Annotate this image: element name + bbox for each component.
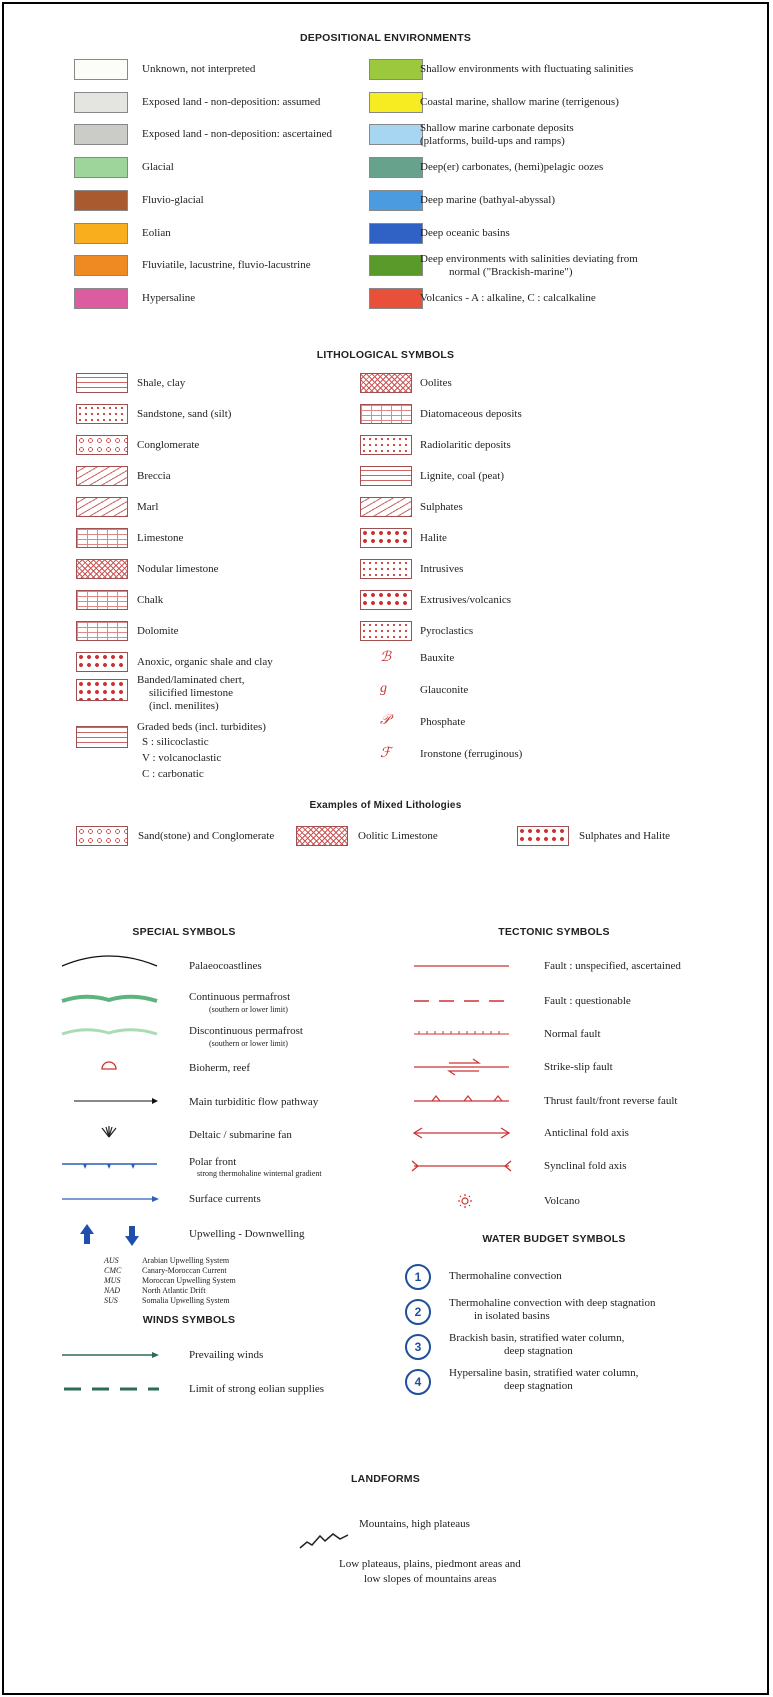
low-plateaus-label: Low plateaus, plains, piedmont areas and	[339, 1558, 521, 1570]
lithology-label: Diatomaceous deposits	[420, 408, 522, 420]
mineral-symbol-icon: 𝒫	[380, 713, 391, 728]
polar-front-label: Polar front	[189, 1156, 237, 1168]
abbr-code: SUS	[104, 1296, 118, 1305]
surface-currents-label: Surface currents	[189, 1193, 261, 1205]
special-heading: SPECIAL SYMBOLS	[132, 926, 236, 938]
depositional-label: Shallow environments with fluctuating salinities	[420, 63, 634, 75]
lithology-label: Halite	[420, 532, 447, 544]
water-budget-heading: WATER BUDGET SYMBOLS	[482, 1233, 626, 1245]
banded-chert-label-3: (incl. menilites)	[149, 700, 219, 712]
water-budget-label: Thermohaline convection	[449, 1270, 562, 1282]
depositional-label: Deep oceanic basins	[420, 226, 510, 239]
continuous-permafrost-icon	[62, 997, 157, 1001]
water-budget-number-icon: 2	[405, 1299, 431, 1325]
banded-chert-label-2: silicified limestone	[149, 687, 234, 699]
lithological-heading: LITHOLOGICAL SYMBOLS	[316, 349, 455, 361]
lithology-label: Conglomerate	[137, 439, 200, 451]
mountains-label: Mountains, high plateaus	[359, 1518, 470, 1530]
mountains-icon	[300, 1534, 348, 1548]
fault-questionable-label: Fault : questionable	[544, 995, 631, 1007]
lithology-label: Chalk	[137, 594, 164, 606]
prevailing-winds-label: Prevailing winds	[189, 1349, 264, 1361]
mineral-symbol-icon: g	[380, 681, 387, 696]
abbr-label: North Atlantic Drift	[142, 1286, 206, 1295]
permafrost-disc-sub: (southern or lower limit)	[209, 1039, 288, 1048]
graded-beds-c: C : carbonatic	[142, 768, 204, 780]
abbr-code: MUS	[104, 1276, 121, 1285]
abbr-label: Somalia Upwelling System	[142, 1296, 230, 1305]
eolian-limit-label: Limit of strong eolian supplies	[189, 1383, 325, 1395]
mineral-label: Phosphate	[420, 716, 466, 728]
mixed-label: Sulphates and Halite	[579, 830, 671, 842]
polar-front-icon	[62, 1164, 157, 1169]
lithology-label: Sulphates	[420, 501, 463, 513]
mineral-label: Glauconite	[420, 684, 469, 696]
depositional-label: Shallow marine carbonate deposits	[420, 122, 574, 135]
volcano-label: Volcano	[544, 1195, 580, 1207]
deltaic-label: Deltaic / submarine fan	[189, 1129, 292, 1141]
symbols-canvas	[4, 4, 767, 1697]
lithology-label: Anoxic, organic shale and clay	[137, 656, 273, 668]
depositional-label-2: (platforms, build-ups and ramps)	[420, 135, 565, 148]
abbr-label: Canary-Moroccan Current	[142, 1266, 227, 1275]
lithology-label: Marl	[137, 501, 159, 513]
lithology-label: Radiolaritic deposits	[420, 439, 511, 451]
graded-beds-label: Graded beds (incl. turbidites)	[137, 721, 266, 733]
depositional-label: Fluviatile, lacustrine, fluvio-lacustrine	[142, 259, 311, 272]
lithology-label: Pyroclastics	[420, 625, 474, 637]
banded-chert-label-1: Banded/laminated chert,	[137, 674, 245, 686]
lithology-label: Limestone	[137, 532, 184, 544]
fault-label: Fault : unspecified, ascertained	[544, 960, 681, 972]
depositional-heading: DEPOSITIONAL ENVIRONMENTS	[299, 32, 472, 44]
volcano-icon	[458, 1194, 472, 1208]
strike-slip-label: Strike-slip fault	[544, 1061, 613, 1073]
water-budget-label-2: deep stagnation	[504, 1380, 573, 1392]
permafrost-disc-label: Discontinuous permafrost	[189, 1025, 303, 1037]
depositional-label: Unknown, not interpreted	[142, 63, 256, 75]
normal-fault-icon	[414, 1031, 509, 1034]
synclinal-axis-icon	[412, 1161, 511, 1171]
permafrost-cont-sub: (southern or lower limit)	[209, 1005, 288, 1014]
prevailing-wind-icon	[152, 1352, 159, 1358]
depositional-label: Deep marine (bathyal-abyssal)	[420, 193, 555, 206]
landforms-heading: LANDFORMS	[351, 1473, 420, 1485]
depositional-label: Fluvio-glacial	[142, 193, 204, 206]
discontinuous-permafrost-icon	[62, 1030, 157, 1034]
abbr-code: NAD	[104, 1286, 120, 1295]
depositional-label: Coastal marine, shallow marine (terrigenous)	[420, 95, 619, 108]
low-plateaus-label-2: low slopes of mountains areas	[364, 1573, 497, 1585]
lithology-label: Lignite, coal (peat)	[420, 470, 504, 482]
depositional-label: Eolian	[142, 226, 171, 239]
abbr-code: CMC	[104, 1266, 122, 1275]
depositional-label: Deep(er) carbonates, (hemi)pelagic oozes	[420, 161, 604, 174]
turbiditic-arrow-icon	[152, 1098, 158, 1104]
lithology-label: Nodular limestone	[137, 563, 219, 575]
bioherm-icon	[102, 1062, 116, 1069]
lithology-label: Shale, clay	[137, 377, 186, 389]
palaeocoastline-icon	[62, 956, 157, 966]
abbr-label: Moroccan Upwelling System	[142, 1276, 236, 1285]
polar-front-sub: strong thermohaline winternal gradient	[197, 1169, 322, 1178]
depositional-label-2: normal ("Brackish-marine")	[449, 266, 573, 279]
lithology-label: Intrusives	[420, 563, 464, 575]
tectonic-heading: TECTONIC SYMBOLS	[498, 926, 610, 938]
bioherm-label: Bioherm, reef	[189, 1062, 251, 1074]
water-budget-number-icon: 1	[405, 1264, 431, 1290]
turbiditic-label: Main turbiditic flow pathway	[189, 1096, 319, 1108]
water-budget-label-2: in isolated basins	[474, 1310, 550, 1322]
mineral-symbol-icon: ℱ	[380, 746, 392, 761]
mineral-label: Ironstone (ferruginous)	[420, 748, 523, 760]
water-budget-number-icon: 4	[405, 1369, 431, 1395]
upwelling-icon	[80, 1224, 94, 1244]
depositional-label: Exposed land - non-deposition: assumed	[142, 95, 321, 108]
lithology-label: Breccia	[137, 470, 171, 482]
legend-frame	[2, 2, 769, 1695]
synclinal-label: Synclinal fold axis	[544, 1160, 627, 1172]
mixed-label: Sand(stone) and Conglomerate	[138, 830, 275, 842]
downwelling-icon	[125, 1226, 139, 1246]
depositional-label: Volcanics - A : alkaline, C : calcalkaline	[420, 291, 596, 304]
winds-heading: WINDS SYMBOLS	[142, 1314, 236, 1326]
water-budget-label: Brackish basin, stratified water column,	[449, 1332, 625, 1344]
water-budget-label: Thermohaline convection with deep stagnation	[449, 1297, 656, 1309]
mixed-heading: Examples of Mixed Lithologies	[309, 800, 462, 811]
lithology-label: Oolites	[420, 377, 452, 389]
lithology-label: Extrusives/volcanics	[420, 594, 512, 606]
anticlinal-label: Anticlinal fold axis	[544, 1127, 629, 1139]
depositional-label: Hypersaline	[142, 291, 196, 304]
mixed-label: Oolitic Limestone	[358, 830, 438, 842]
permafrost-cont-label: Continuous permafrost	[189, 991, 291, 1003]
depositional-label: Exposed land - non-deposition: ascertained	[142, 128, 333, 141]
thrust-fault-label: Thrust fault/front reverse fault	[544, 1095, 678, 1107]
anticlinal-axis-icon	[414, 1128, 509, 1138]
upwelling-label: Upwelling - Downwelling	[189, 1228, 305, 1240]
water-budget-label-2: deep stagnation	[504, 1345, 573, 1357]
water-budget-label: Hypersaline basin, stratified water column,	[449, 1367, 639, 1379]
thrust-fault-icon	[414, 1096, 509, 1101]
abbr-code: AUS	[104, 1256, 119, 1265]
surface-current-icon	[152, 1196, 159, 1202]
normal-fault-label: Normal fault	[544, 1028, 601, 1040]
abbr-label: Arabian Upwelling System	[142, 1256, 230, 1265]
graded-beds-s: S : silicoclastic	[142, 736, 209, 748]
water-budget-number-icon: 3	[405, 1334, 431, 1360]
mineral-symbol-icon: ℬ	[380, 650, 392, 665]
depositional-label: Deep environments with salinities deviating from	[420, 253, 638, 266]
strike-slip-icon	[414, 1059, 509, 1075]
lithology-label: Sandstone, sand (silt)	[137, 408, 232, 420]
mineral-label: Bauxite	[420, 652, 455, 664]
graded-beds-v: V : volcanoclastic	[142, 752, 222, 764]
depositional-label: Glacial	[142, 161, 174, 174]
deltaic-fan-icon	[102, 1126, 116, 1137]
palaeocoast-label: Palaeocoastlines	[189, 960, 262, 972]
lithology-label: Dolomite	[137, 625, 179, 637]
